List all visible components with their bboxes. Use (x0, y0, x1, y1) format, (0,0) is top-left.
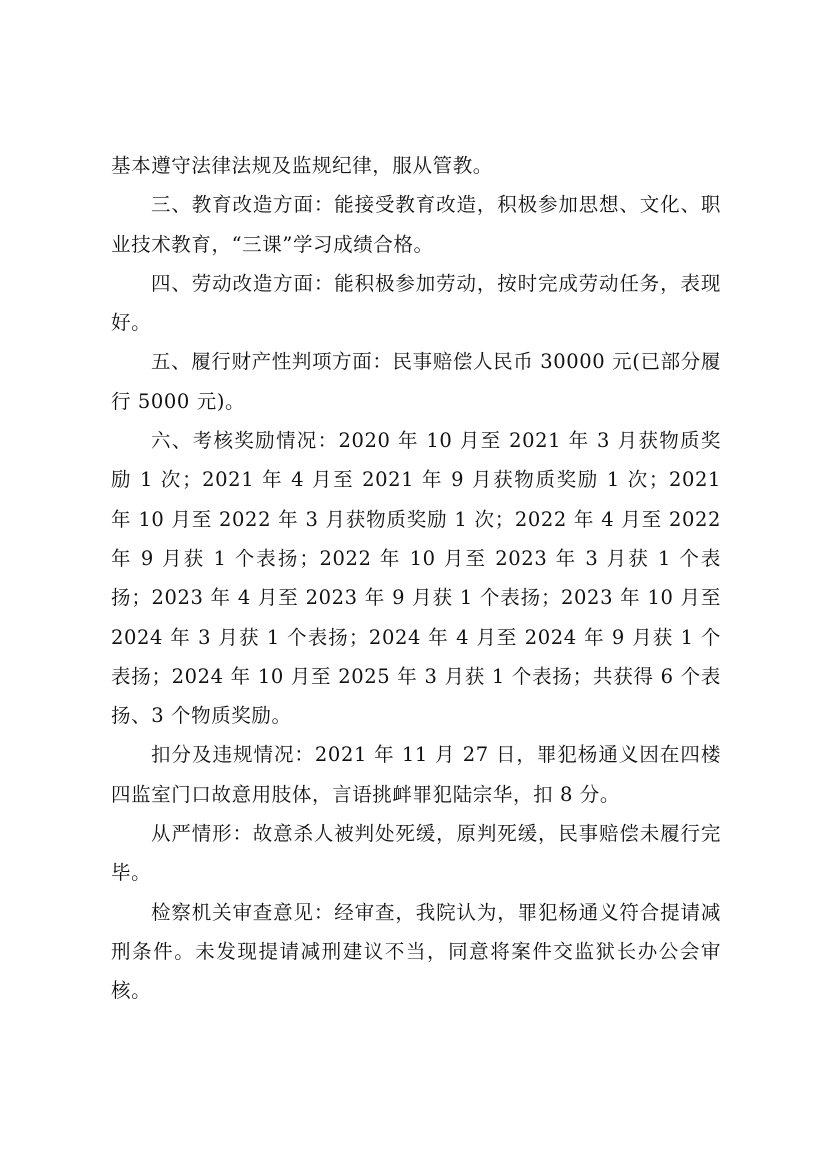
paragraph-continuation: 基本遵守法律法规及监规纪律，服从管教。 (111, 154, 493, 177)
paragraph-deductions-violations: 扣分及违规情况：2021 年 11 月 27 日，罪犯杨通义因在四楼四监室门口故意用肢体，言语挑衅罪犯陆宗华，扣 8 分。 (111, 743, 721, 806)
paragraph-property-judgment: 五、履行财产性判项方面：民事赔偿人民币 30000 元(已部分履行 5000 元)。 (111, 350, 721, 413)
paragraph-procuratorate-opinion: 检察机关审查意见：经审查，我院认为，罪犯杨通义符合提请减刑条件。未发现提请减刑建议不当，同意将案件交监狱长办公会审核。 (111, 900, 721, 1003)
document-body (111, 146, 721, 1011)
paragraph-rewards: 六、考核奖励情况：2020 年 10 月至 2021 年 3 月获物质奖励 1 次；2021 年 4 月至 2021 年 9 月获物质奖励 1 次；2021 年 10 月至 2022 年 3 月获物质奖励 1 次；2022 年 4 月至 2022 年 9 月获 1 个表扬；2022 年 10 月至 2023 年 3 月获 1 个表扬；2023 年 4 月至 2023 年 9 月获 1 个表扬；2023 年 10 月至 2024 年 3 月获 1 个表扬；2024 年 4 月至 2024 年 9 月获 1 个表扬；2024 年 10 月至 2025 年 3 月获 1 个表扬；共获得 6 个表扬、3 个物质奖励。 (111, 429, 721, 728)
paragraph-education-reform: 三、教育改造方面：能接受教育改造，积极参加思想、文化、职业技术教育，“三课”学习成绩合格。 (111, 193, 721, 256)
paragraph-strict-circumstances: 从严情形：故意杀人被判处死缓，原判死缓，民事赔偿未履行完毕。 (111, 822, 721, 885)
paragraph-labor-reform: 四、劳动改造方面：能积极参加劳动，按时完成劳动任务，表现好。 (111, 271, 721, 335)
